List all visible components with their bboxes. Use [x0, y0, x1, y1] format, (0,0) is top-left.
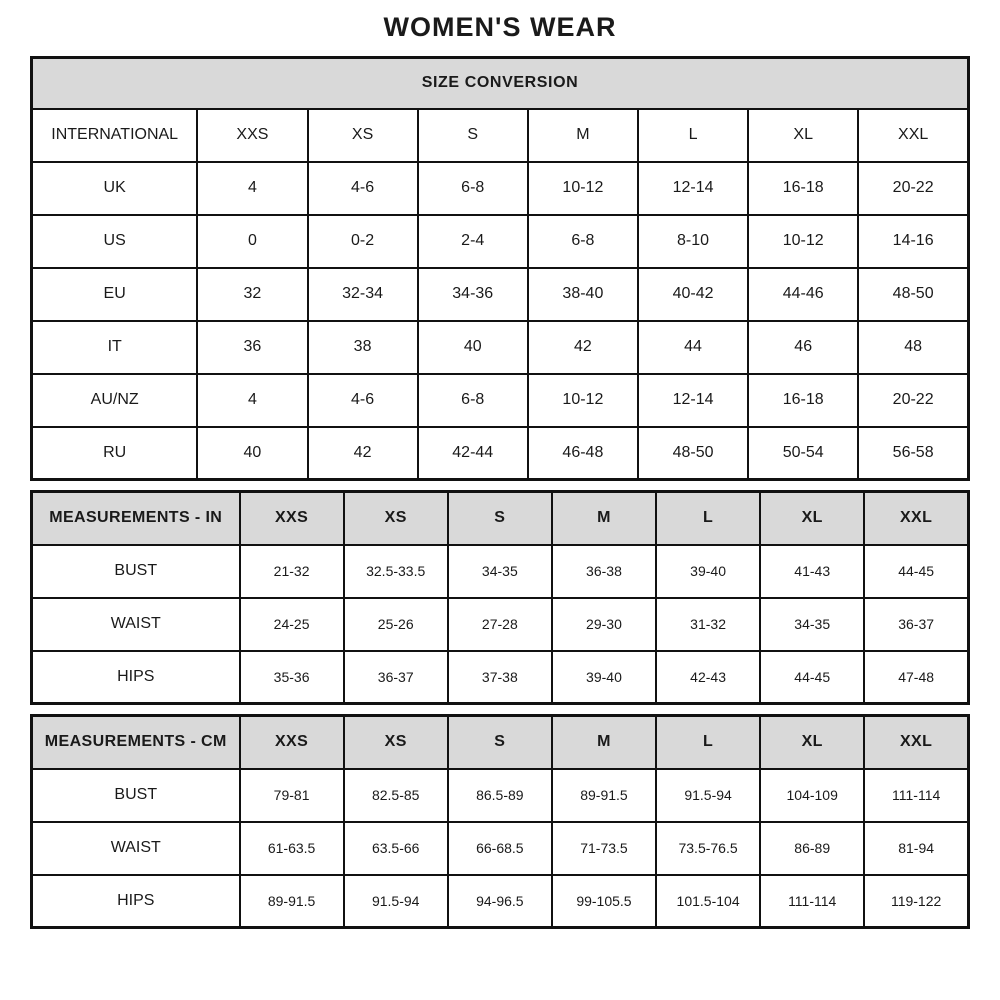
column-header: XL	[760, 492, 864, 545]
measurement-cell: 36-37	[864, 598, 968, 651]
table-row	[32, 651, 969, 704]
size-cell: 4	[197, 374, 307, 427]
size-cell: 2-4	[418, 215, 528, 268]
size-cell: 46	[748, 321, 858, 374]
row-label: BUST	[32, 769, 240, 822]
size-cell: 44-46	[748, 268, 858, 321]
measurement-cell: 71-73.5	[552, 822, 656, 875]
size-cell: 8-10	[638, 215, 748, 268]
table-row	[32, 769, 969, 822]
measurement-cell: 47-48	[864, 651, 968, 704]
measurement-cell: 44-45	[864, 545, 968, 598]
size-cell: 14-16	[858, 215, 968, 268]
table-row	[32, 162, 969, 215]
size-cell: 48-50	[638, 427, 748, 480]
measurement-cell: 99-105.5	[552, 875, 656, 928]
measurement-cell: 89-91.5	[552, 769, 656, 822]
size-cell: 10-12	[528, 374, 638, 427]
measurement-cell: 29-30	[552, 598, 656, 651]
size-cell: 6-8	[418, 162, 528, 215]
column-header: XS	[344, 492, 448, 545]
measurement-cell: 81-94	[864, 822, 968, 875]
row-label: WAIST	[32, 598, 240, 651]
size-cell: 50-54	[748, 427, 858, 480]
row-label: AU/NZ	[32, 374, 198, 427]
size-cell: 38	[308, 321, 418, 374]
column-header: XXL	[864, 716, 968, 769]
size-cell: 6-8	[528, 215, 638, 268]
size-cell: 4	[197, 162, 307, 215]
size-cell: 10-12	[528, 162, 638, 215]
banner-row	[32, 58, 969, 109]
column-header: L	[656, 716, 760, 769]
measurement-cell: 25-26	[344, 598, 448, 651]
measurement-cell: 73.5-76.5	[656, 822, 760, 875]
measurement-cell: 34-35	[760, 598, 864, 651]
size-cell: 42	[308, 427, 418, 480]
column-header: XXL	[858, 109, 968, 162]
column-header: M	[552, 492, 656, 545]
row-label: HIPS	[32, 651, 240, 704]
size-conversion-table	[30, 56, 970, 481]
size-cell: 36	[197, 321, 307, 374]
row-label: RU	[32, 427, 198, 480]
table-row	[32, 268, 969, 321]
column-header-row	[32, 716, 969, 769]
row-label: EU	[32, 268, 198, 321]
size-cell: 6-8	[418, 374, 528, 427]
measurement-cell: 32.5-33.5	[344, 545, 448, 598]
size-cell: 56-58	[858, 427, 968, 480]
size-cell: 38-40	[528, 268, 638, 321]
size-cell: 16-18	[748, 374, 858, 427]
row-label: US	[32, 215, 198, 268]
size-cell: 40	[418, 321, 528, 374]
measurement-cell: 24-25	[240, 598, 344, 651]
size-cell: 12-14	[638, 162, 748, 215]
table-row	[32, 427, 969, 480]
measurement-cell: 86-89	[760, 822, 864, 875]
measurement-cell: 39-40	[656, 545, 760, 598]
measurement-cell: 34-35	[448, 545, 552, 598]
size-cell: 40	[197, 427, 307, 480]
measurement-cell: 39-40	[552, 651, 656, 704]
measurement-cell: 36-37	[344, 651, 448, 704]
size-conversion-banner: SIZE CONVERSION	[32, 58, 969, 109]
table-title: MEASUREMENTS - CM	[32, 716, 240, 769]
column-header: M	[528, 109, 638, 162]
column-header: L	[656, 492, 760, 545]
table-row	[32, 822, 969, 875]
measurement-cell: 21-32	[240, 545, 344, 598]
measurement-cell: 104-109	[760, 769, 864, 822]
size-cell: 46-48	[528, 427, 638, 480]
size-cell: 32	[197, 268, 307, 321]
size-cell: 34-36	[418, 268, 528, 321]
table-row	[32, 875, 969, 928]
measurement-cell: 36-38	[552, 545, 656, 598]
measurement-cell: 61-63.5	[240, 822, 344, 875]
column-header: XS	[308, 109, 418, 162]
measurement-cell: 111-114	[864, 769, 968, 822]
size-cell: 42	[528, 321, 638, 374]
size-cell: 32-34	[308, 268, 418, 321]
measurement-cell: 111-114	[760, 875, 864, 928]
column-header: S	[418, 109, 528, 162]
column-header: XS	[344, 716, 448, 769]
measurement-cell: 31-32	[656, 598, 760, 651]
measurement-cell: 119-122	[864, 875, 968, 928]
measurement-cell: 37-38	[448, 651, 552, 704]
measurement-cell: 44-45	[760, 651, 864, 704]
row-label: UK	[32, 162, 198, 215]
table-row	[32, 374, 969, 427]
table-title: MEASUREMENTS - IN	[32, 492, 240, 545]
row-label: IT	[32, 321, 198, 374]
size-cell: 44	[638, 321, 748, 374]
measurement-cell: 86.5-89	[448, 769, 552, 822]
column-header: S	[448, 492, 552, 545]
column-header: XXS	[240, 716, 344, 769]
size-cell: 48-50	[858, 268, 968, 321]
column-header: INTERNATIONAL	[32, 109, 198, 162]
column-header: M	[552, 716, 656, 769]
measurement-cell: 91.5-94	[656, 769, 760, 822]
measurement-cell: 63.5-66	[344, 822, 448, 875]
table-row	[32, 215, 969, 268]
column-header-row	[32, 109, 969, 162]
row-label: BUST	[32, 545, 240, 598]
column-header: XXL	[864, 492, 968, 545]
column-header: XL	[760, 716, 864, 769]
size-cell: 20-22	[858, 162, 968, 215]
column-header-row	[32, 492, 969, 545]
measurement-cell: 101.5-104	[656, 875, 760, 928]
size-cell: 42-44	[418, 427, 528, 480]
size-cell: 0-2	[308, 215, 418, 268]
measurement-cell: 89-91.5	[240, 875, 344, 928]
size-cell: 20-22	[858, 374, 968, 427]
row-label: HIPS	[32, 875, 240, 928]
size-cell: 12-14	[638, 374, 748, 427]
measurement-cell: 91.5-94	[344, 875, 448, 928]
column-header: XL	[748, 109, 858, 162]
column-header: S	[448, 716, 552, 769]
size-cell: 16-18	[748, 162, 858, 215]
measurement-cell: 27-28	[448, 598, 552, 651]
measurement-cell: 79-81	[240, 769, 344, 822]
size-cell: 4-6	[308, 374, 418, 427]
row-label: WAIST	[32, 822, 240, 875]
measurement-cell: 82.5-85	[344, 769, 448, 822]
measurements-cm-table	[30, 714, 970, 929]
table-row	[32, 545, 969, 598]
size-cell: 40-42	[638, 268, 748, 321]
measurement-cell: 66-68.5	[448, 822, 552, 875]
measurement-cell: 94-96.5	[448, 875, 552, 928]
table-row	[32, 598, 969, 651]
measurement-cell: 42-43	[656, 651, 760, 704]
column-header: XXS	[240, 492, 344, 545]
column-header: L	[638, 109, 748, 162]
measurement-cell: 35-36	[240, 651, 344, 704]
measurements-in-table	[30, 490, 970, 705]
size-cell: 10-12	[748, 215, 858, 268]
measurement-cell: 41-43	[760, 545, 864, 598]
page-title: WOMEN'S WEAR	[383, 12, 617, 42]
size-cell: 4-6	[308, 162, 418, 215]
table-row	[32, 321, 969, 374]
column-header: XXS	[197, 109, 307, 162]
size-cell: 0	[197, 215, 307, 268]
size-cell: 48	[858, 321, 968, 374]
